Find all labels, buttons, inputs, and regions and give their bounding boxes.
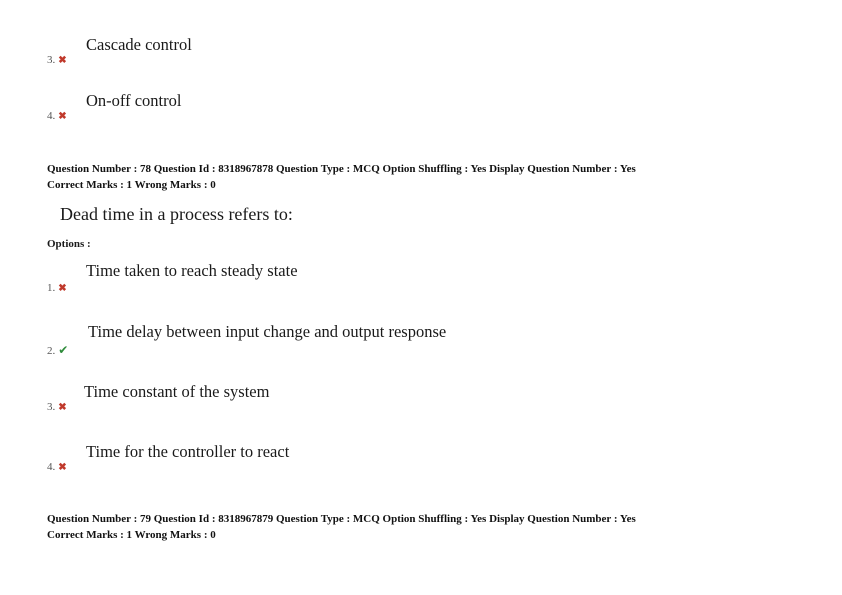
option-number-label: 3. [47,401,56,413]
question-meta-line: Question Number : 78 Question Id : 8318967878 Question Type : MCQ Option Shuffling : Yes Display Question Number : Yes [47,163,636,175]
option-text: Time constant of the system [84,382,270,401]
option-number [47,343,68,358]
cross-mark-icon: ✖ [58,55,67,66]
question-meta-line: Question Number : 79 Question Id : 8318967879 Question Type : MCQ Option Shuffling : Yes Display Question Number : Yes [47,513,636,525]
option-number [47,461,67,473]
cross-mark-icon: ✖ [58,283,67,294]
question-marks-line: Correct Marks : 1 Wrong Marks : 0 [47,529,216,541]
option-text: Time for the controller to react [86,442,290,461]
option-number-label: 1. [47,282,56,294]
option-number-label: 3. [47,54,56,66]
cross-mark-icon: ✖ [58,402,67,413]
option-number-label: 4. [47,461,56,473]
option-text: On-off control [86,91,182,110]
option-text: Time delay between input change and output response [88,322,447,341]
cross-mark-icon: ✖ [58,111,67,122]
option-number [47,401,67,413]
options-label: Options : [47,238,91,250]
option-number [47,282,67,294]
question-marks-line: Correct Marks : 1 Wrong Marks : 0 [47,179,216,191]
option-number [47,54,67,66]
check-mark-icon: ✔ [58,343,69,357]
option-number-label: 4. [47,110,56,122]
option-text: Cascade control [86,35,192,54]
option-number-label: 2. [47,345,56,357]
cross-mark-icon: ✖ [58,462,67,473]
question-text: Dead time in a process refers to: [60,204,293,224]
option-text: Time taken to reach steady state [86,261,298,280]
option-number [47,110,67,122]
